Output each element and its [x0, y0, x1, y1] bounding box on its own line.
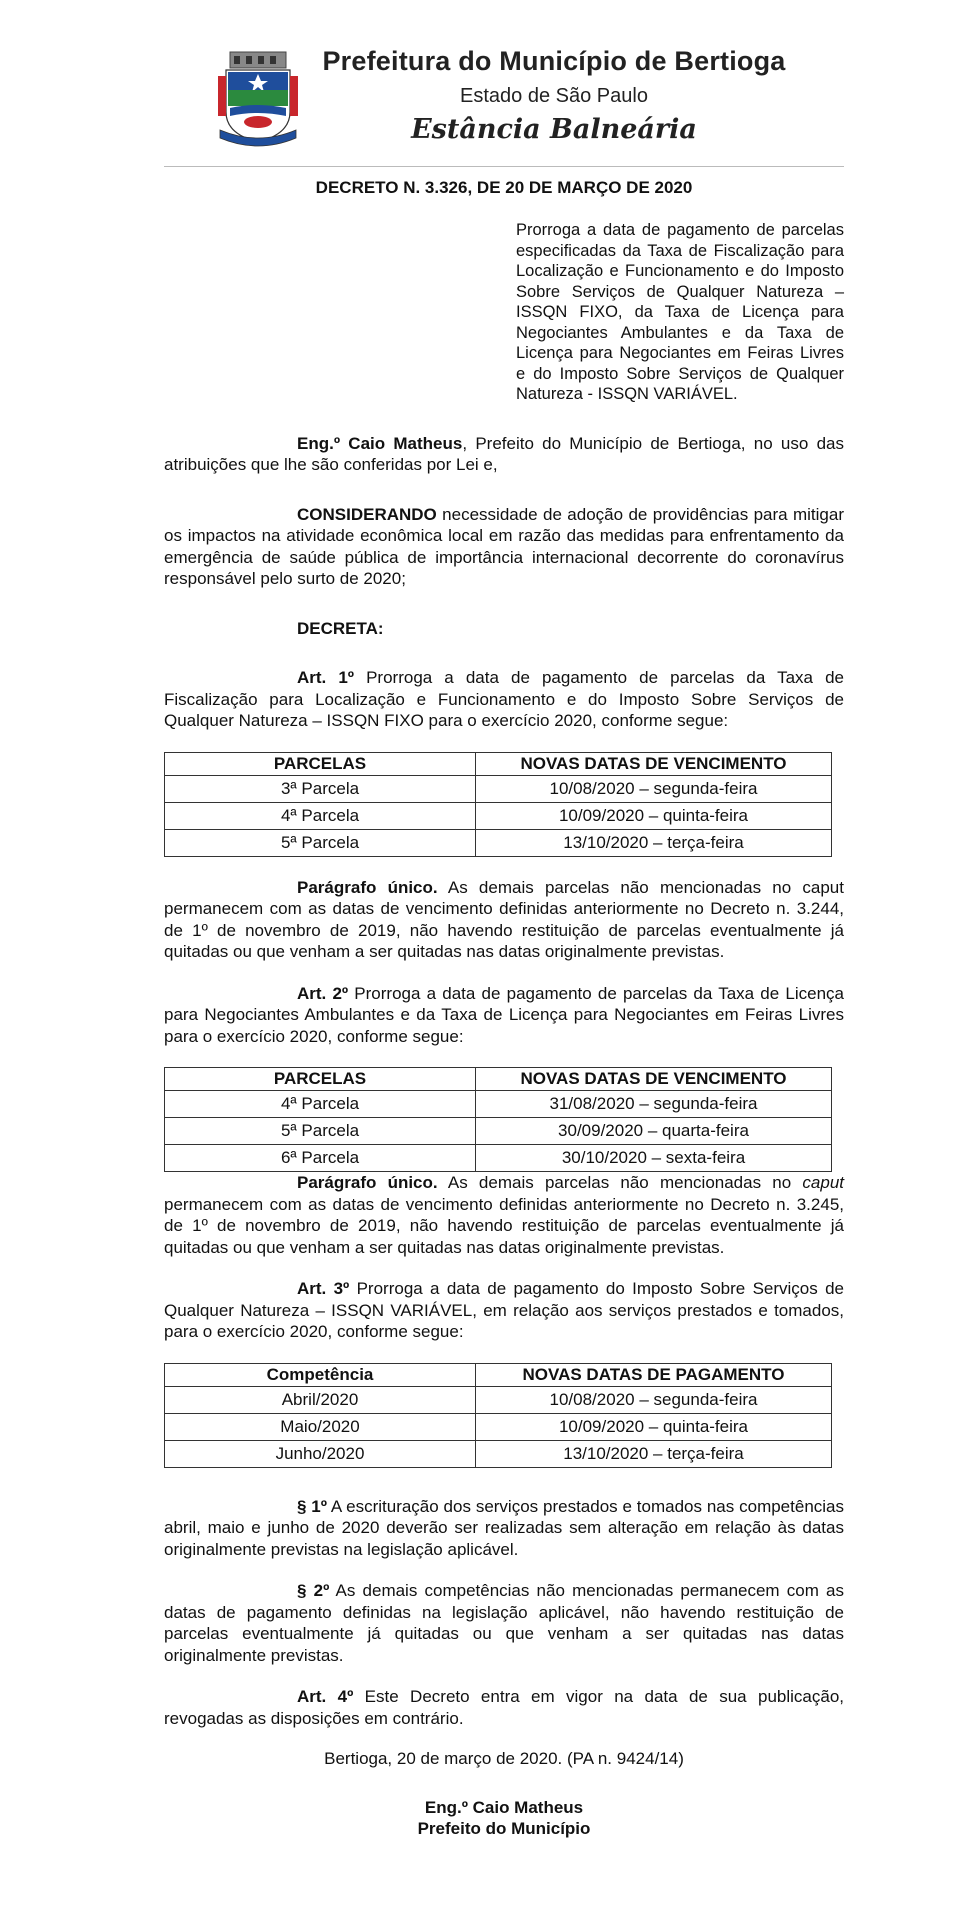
art2-paragrafo-unico: Parágrafo único. As demais parcelas não mencionadas no caput permanecem com as datas de vencimento definidas anteriormente no Decreto n. 3.245, de 1º de novembro de 2019, não havendo restituição de parcelas eventualmente já quitadas ou que venham a ser quitadas nas datas originalmente previstas.: [164, 1173, 844, 1257]
mayor-name: Eng.º Caio Matheus: [297, 433, 463, 453]
art2-table: [164, 1067, 832, 1172]
table-row: 4ª Parcela 10/09/2020 – quinta-feira: [165, 802, 832, 829]
header-divider: [164, 166, 844, 167]
table-header-row: PARCELAS NOVAS DATAS DE VENCIMENTO: [165, 752, 832, 775]
letterhead-text: [304, 46, 804, 145]
considerando-paragraph: CONSIDERANDO necessidade de adoção de providências para mitigar os impactos na atividade econômica local em razão das medidas para enfrentamento da emergência de saúde pública de importância internacional decorrente do coronavírus responsável pelo surto de 2020;: [164, 504, 844, 588]
table-row: Junho/2020 13/10/2020 – terça-feira: [165, 1440, 832, 1467]
document-page: [164, 0, 844, 1924]
art2-paragraph: Art. 2º Prorroga a data de pagamento de parcelas da Taxa de Licença para Negociantes Ambulantes e da Taxa de Licença para Negociantes em Feiras Livres para o exercício 2020, conforme segue:: [164, 983, 844, 1046]
art3-paragraph: Art. 3º Prorroga a data de pagamento do Imposto Sobre Serviços de Qualquer Natureza – ISSQN VARIÁVEL, em relação aos serviços prestados e tomados, para o exercício 2020, conforme segue:: [164, 1279, 844, 1341]
signer-role: Prefeito do Município: [417, 1819, 591, 1838]
municipal-crest-icon: [216, 50, 300, 150]
art3-paragraph-1: § 1º A escrituração dos serviços prestados e tomados nas competências abril, maio e junho de 2020 deverão ser realizadas sem alteração em relação às datas originalmente previstas na legislação aplicável.: [164, 1496, 845, 1559]
place-date: Bertioga, 20 de março de 2020. (PA n. 9424/14): [324, 1749, 684, 1768]
table-row: Abril/2020 10/08/2020 – segunda-feira: [165, 1386, 832, 1413]
decreta-heading: DECRETA:: [297, 618, 384, 638]
art1-paragrafo-unico: Parágrafo único. As demais parcelas não mencionadas no caput permanecem com as datas de vencimento definidas anteriormente no Decreto n. 3.244, de 1º de novembro de 2019, não havendo restituição de parcelas eventualmente já quitadas ou que venham a ser quitadas nas datas originalmente previstas.: [164, 877, 844, 961]
signer-name: Eng.º Caio Matheus: [424, 1798, 584, 1817]
art1-table: [164, 752, 832, 857]
state-name: Estado de São Paulo: [460, 85, 648, 107]
municipality-title: Prefeitura do Município de Bertioga: [322, 46, 786, 76]
decree-title: DECRETO N. 3.326, DE 20 DE MARÇO DE 2020: [315, 178, 693, 197]
decree-ementa: Prorroga a data de pagamento de parcelas especificadas da Taxa de Fiscalização para Localização e Funcionamento e do Imposto Sobre Serviços de Qualquer Natureza – ISSQN FIXO, da Taxa de Licença para Negociantes Ambulantes e da Taxa de Licença para Negociantes em Feiras Livres e do Imposto Sobre Serviços de Qualquer Natureza - ISSQN VARIÁVEL.: [516, 221, 844, 403]
table-header-row: Competência NOVAS DATAS DE PAGAMENTO: [165, 1363, 832, 1386]
table-row: 3ª Parcela 10/08/2020 – segunda-feira: [165, 775, 832, 802]
art3-paragraph-2: § 2º As demais competências não mencionadas permanecem com as datas de pagamento definidas na legislação aplicável, não havendo restituição de parcelas eventualmente já quitadas ou que venham a ser quitadas nas datas originalmente previstas.: [164, 1581, 844, 1665]
table-header-row: PARCELAS NOVAS DATAS DE VENCIMENTO: [165, 1068, 832, 1091]
letterhead: [164, 0, 844, 170]
art3-table: [164, 1363, 832, 1468]
table-row: 5ª Parcela 30/09/2020 – quarta-feira: [165, 1118, 832, 1145]
table-row: 6ª Parcela 30/10/2020 – sexta-feira: [165, 1145, 832, 1172]
table-row: Maio/2020 10/09/2020 – quinta-feira: [165, 1413, 832, 1440]
table-row: 5ª Parcela 13/10/2020 – terça-feira: [165, 829, 832, 856]
art4-paragraph: Art. 4º Este Decreto entra em vigor na data de sua publicação, revogadas as disposições em contrário.: [164, 1687, 844, 1728]
intro-paragraph: Eng.º Caio Matheus, Prefeito do Município de Bertioga, no uso das atribuições que lhe são conferidas por Lei e,: [164, 433, 844, 474]
table-row: 4ª Parcela 31/08/2020 – segunda-feira: [165, 1091, 832, 1118]
art1-paragraph: Art. 1º Prorroga a data de pagamento de parcelas da Taxa de Fiscalização para Localização e Funcionamento e do Imposto Sobre Serviços de Qualquer Natureza – ISSQN FIXO para o exercício 2020, conforme segue:: [164, 668, 844, 730]
estancia-subtitle: Estância Balneária: [411, 114, 697, 145]
